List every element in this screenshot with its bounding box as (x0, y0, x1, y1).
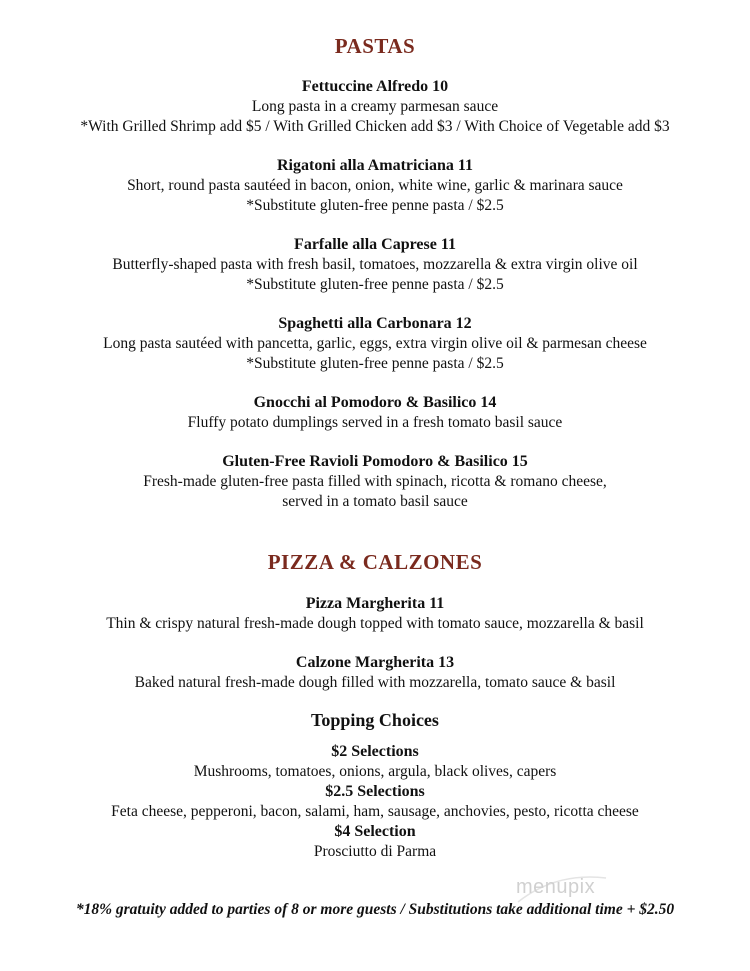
item-name: Gluten-Free Ravioli Pomodoro & Basilico 15 (222, 453, 528, 470)
watermark-text: menupix (516, 876, 596, 898)
item-description: Butterfly-shaped pasta with fresh basil, tomatoes, mozzarella & extra virgin olive oil (112, 256, 638, 273)
item-description: Long pasta sautéed with pancetta, garlic, eggs, extra virgin olive oil & parmesan cheese (103, 335, 647, 352)
topping-group-options: Feta cheese, pepperoni, bacon, salami, ham, sausage, anchovies, pesto, ricotta cheese (111, 803, 639, 820)
gratuity-footer-note: *18% gratuity added to parties of 8 or more guests / Substitutions take additional time + $2.50 (75, 901, 675, 918)
menu-item-calzone-margherita (0, 653, 750, 693)
item-description: Baked natural fresh-made dough filled with mozzarella, tomato sauce & basil (134, 674, 616, 691)
item-name: Gnocchi al Pomodoro & Basilico 14 (253, 394, 497, 411)
item-description: Thin & crispy natural fresh-made dough topped with tomato sauce, mozzarella & basil (106, 615, 644, 632)
item-addons: *With Grilled Shrimp add $5 / With Grilled Chicken add $3 / With Choice of Vegetable add $3 (80, 118, 670, 135)
item-name: Rigatoni alla Amatriciana 11 (277, 157, 473, 174)
item-description: Fluffy potato dumplings served in a fresh tomato basil sauce (187, 414, 563, 431)
topping-choices-heading: Topping Choices (311, 710, 439, 730)
item-description: Short, round pasta sautéed in bacon, onion, white wine, garlic & marinara sauce (127, 177, 623, 194)
topping-group-label: $2 Selections (331, 743, 419, 760)
menu-item-spaghetti-carbonara (0, 314, 750, 374)
pastas-heading: PASTAS (334, 34, 416, 58)
item-substitution: *Substitute gluten-free penne pasta / $2.5 (246, 197, 504, 214)
topping-group-options: Prosciutto di Parma (313, 843, 437, 860)
topping-group-options: Mushrooms, tomatoes, onions, argula, black olives, capers (193, 763, 557, 780)
menu-item-rigatoni (0, 156, 750, 216)
item-name: Fettuccine Alfredo 10 (301, 78, 449, 95)
topping-choices-list (0, 742, 750, 862)
item-name: Calzone Margherita 13 (295, 654, 455, 671)
item-description-cont: served in a tomato basil sauce (282, 493, 468, 510)
menu-item-gluten-free-ravioli (0, 452, 750, 512)
item-substitution: *Substitute gluten-free penne pasta / $2.5 (246, 276, 504, 293)
pizza-heading: PIZZA & CALZONES (267, 550, 483, 574)
topping-group-label: $2.5 Selections (325, 783, 425, 800)
item-name: Farfalle alla Caprese 11 (294, 236, 456, 253)
menu-item-farfalle (0, 235, 750, 295)
item-name: Pizza Margherita 11 (305, 595, 445, 612)
menu-item-fettuccine-alfredo (0, 77, 750, 137)
item-description: Long pasta in a creamy parmesan sauce (251, 98, 499, 115)
item-name: Spaghetti alla Carbonara 12 (278, 315, 472, 332)
menu-item-gnocchi (0, 393, 750, 433)
menu-item-pizza-margherita (0, 594, 750, 634)
item-substitution: *Substitute gluten-free penne pasta / $2.5 (246, 355, 504, 372)
topping-group-label: $4 Selection (334, 823, 416, 840)
item-description: Fresh-made gluten-free pasta filled with spinach, ricotta & romano cheese, (143, 473, 607, 490)
